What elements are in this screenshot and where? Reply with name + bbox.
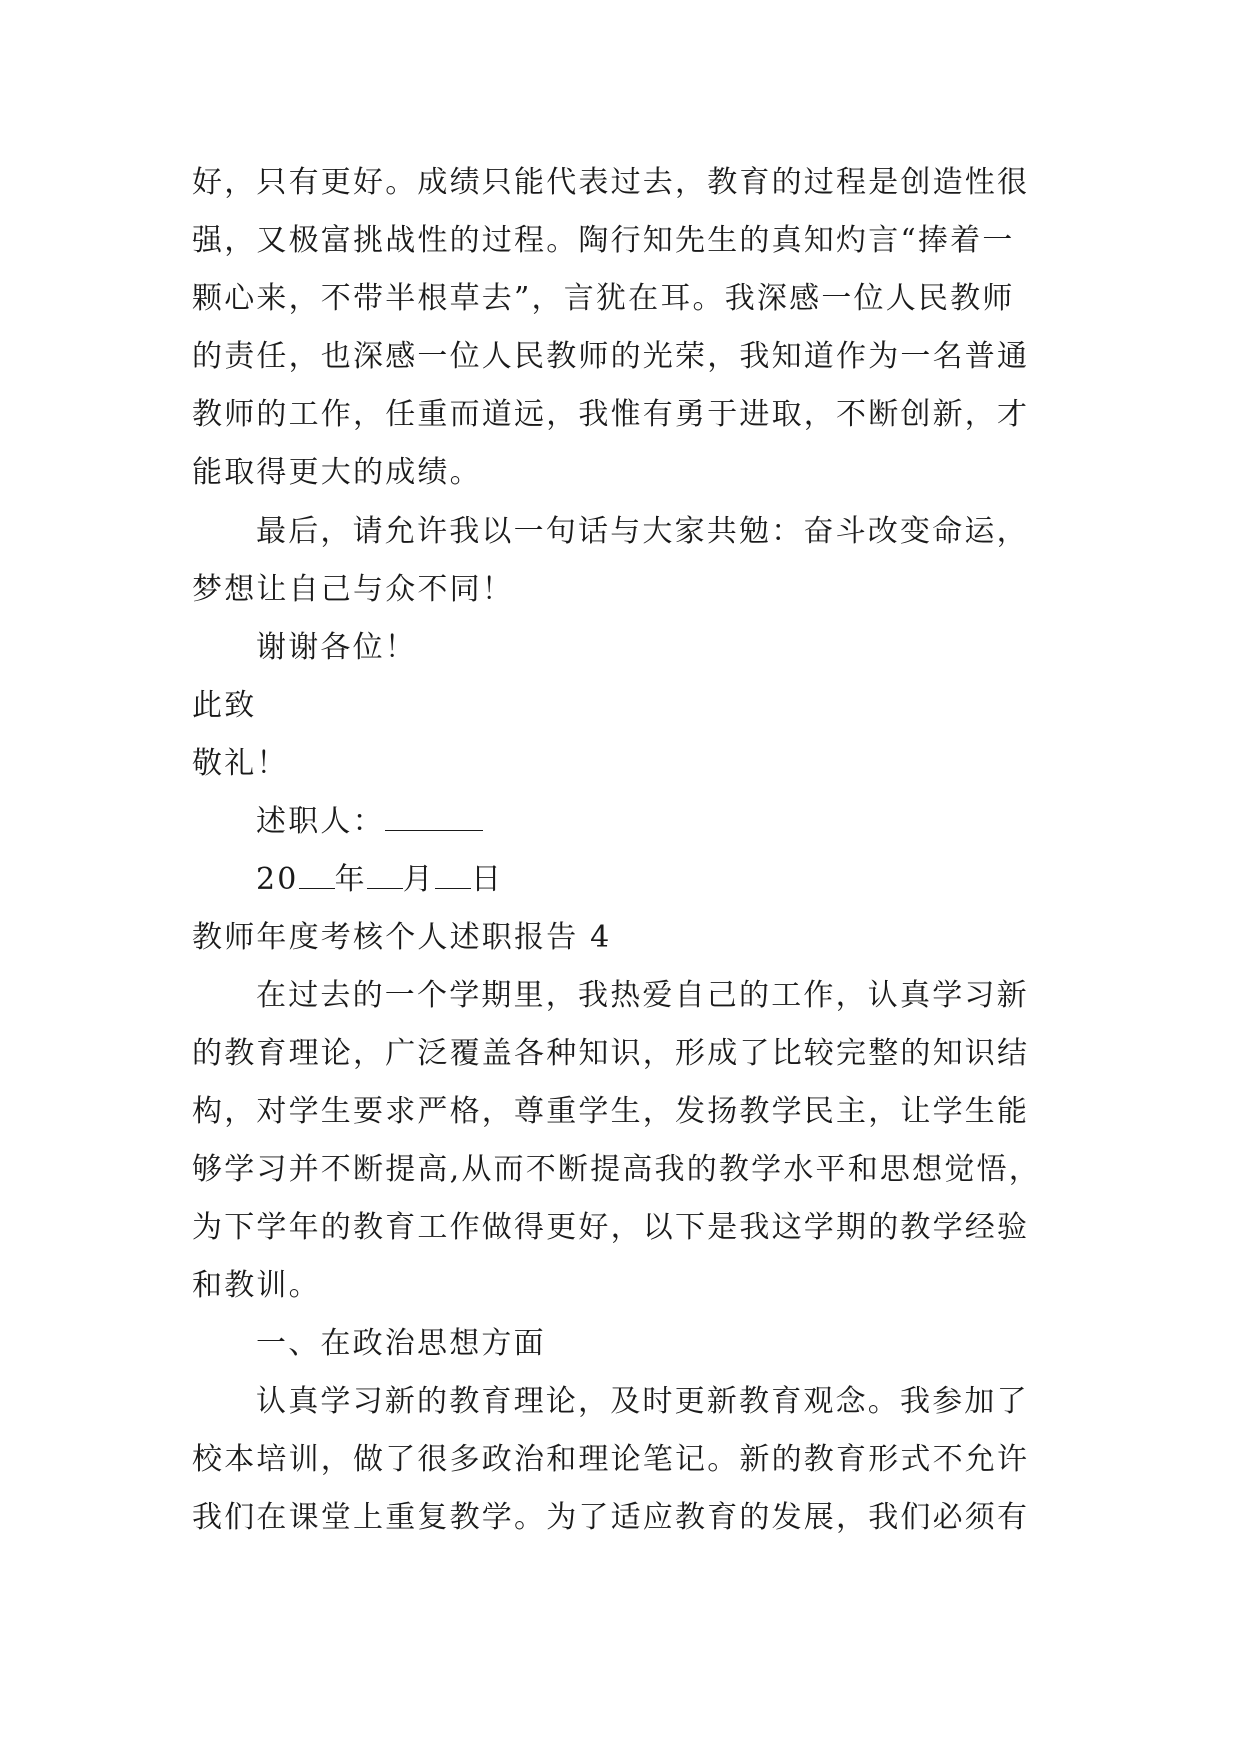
paragraph-line: 的责任，也深感一位人民教师的光荣，我知道作为一名普通 [192,339,1030,374]
paragraph-line: 颗心来，不带半根草去”，言犹在耳。我深感一位人民教师 [192,281,1015,316]
closing-line: 最后，请允许我以一句话与大家共勉：奋斗改变命运， [256,514,1029,549]
section-line: 认真学习新的教育理论，及时更新教育观念。我参加了 [256,1384,1029,1419]
year-blank [299,860,335,889]
thanks-line: 谢谢各位！ [256,630,417,665]
subsection-heading: 一、在政治思想方面 [256,1326,546,1361]
date-day-unit: 日 [470,862,504,897]
paragraph-line: 能取得更大的成绩。 [192,455,482,490]
date-year-unit: 年 [334,862,367,897]
paragraph-line: 强，又极富挑战性的过程。陶行知先生的真知灼言“捧着一 [192,223,1015,258]
section-line: 校本培训，做了很多政治和理论笔记。新的教育形式不允许 [192,1442,1030,1477]
date-line [256,860,503,900]
salutation-line: 此致 [192,688,257,723]
section-line: 够学习并不断提高,从而不断提高我的教学水平和思想觉悟， [192,1152,1041,1187]
section-line: 和教训。 [192,1268,321,1303]
signature-line [256,802,483,842]
section-line: 构，对学生要求严格，尊重学生，发扬教学民主，让学生能 [192,1094,1030,1129]
section-line: 的教育理论，广泛覆盖各种知识，形成了比较完整的知识结 [192,1036,1030,1071]
section-line: 在过去的一个学期里，我热爱自己的工作，认真学习新 [256,978,1029,1013]
paragraph-line: 好，只有更好。成绩只能代表过去，教育的过程是创造性很 [192,165,1030,200]
signature-label: 述职人： [256,804,385,839]
day-blank [435,860,471,889]
section-title: 教师年度考核个人述职报告 4 [192,920,612,955]
date-month-unit: 月 [402,862,435,897]
month-blank [367,860,403,889]
closing-line: 梦想让自己与众不同！ [192,572,514,607]
section-line: 我们在课堂上重复教学。为了适应教育的发展，我们必须有 [192,1500,1030,1535]
date-year-prefix: 20 [256,862,299,897]
salutation-line: 敬礼！ [192,746,289,781]
paragraph-line: 教师的工作，任重而道远，我惟有勇于进取，不断创新，才 [192,397,1030,432]
signature-blank [385,802,483,831]
section-line: 为下学年的教育工作做得更好，以下是我这学期的教学经验 [192,1210,1030,1245]
